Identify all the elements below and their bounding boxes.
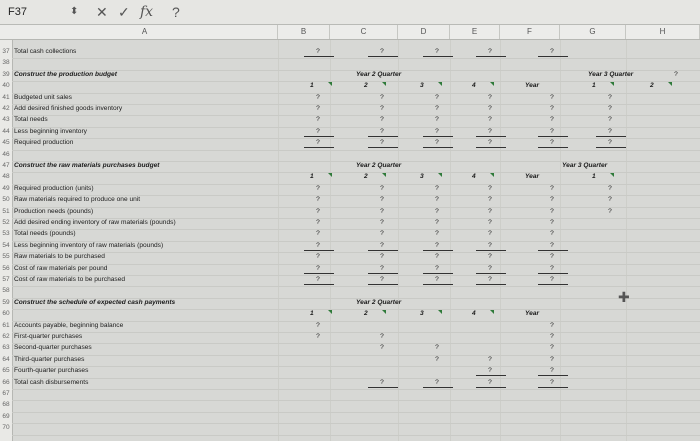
cell-value[interactable]: ? bbox=[380, 93, 384, 101]
row-label[interactable]: Production needs (pounds) bbox=[14, 207, 94, 215]
column-header-h[interactable]: H bbox=[626, 25, 700, 39]
table-row[interactable] bbox=[0, 139, 700, 147]
cell-value[interactable]: ? bbox=[488, 48, 492, 55]
cell-cursor-icon: ✚ bbox=[618, 289, 630, 305]
quarter-number-y3q1: 1 bbox=[592, 173, 596, 181]
row-number[interactable]: 40 bbox=[2, 82, 10, 90]
total-underline bbox=[476, 273, 506, 274]
row-number[interactable]: 45 bbox=[2, 139, 10, 147]
cell-value[interactable]: ? bbox=[550, 355, 554, 363]
cell-value[interactable]: ? bbox=[435, 344, 439, 352]
total-underline bbox=[368, 136, 398, 137]
gridline bbox=[12, 435, 700, 436]
formula-input[interactable]: ? bbox=[172, 4, 180, 20]
row-number[interactable]: 37 bbox=[2, 48, 10, 55]
column-header-c[interactable]: C bbox=[330, 25, 398, 39]
cell-value[interactable]: ? bbox=[608, 196, 612, 204]
cell-value[interactable]: ? bbox=[550, 127, 554, 135]
cell-value[interactable]: ? bbox=[488, 276, 492, 283]
row-number[interactable]: 48 bbox=[2, 173, 10, 181]
row-label[interactable]: Total cash disbursements bbox=[14, 378, 89, 386]
total-underline bbox=[596, 136, 626, 137]
total-underline bbox=[368, 147, 398, 148]
table-row[interactable] bbox=[0, 356, 700, 364]
cell-value[interactable]: ? bbox=[550, 48, 554, 55]
cell-value[interactable]: ? bbox=[550, 333, 554, 340]
total-underline bbox=[368, 387, 398, 388]
cell-value[interactable]: ? bbox=[550, 230, 554, 238]
table-row[interactable] bbox=[0, 48, 700, 56]
row-number[interactable]: 59 bbox=[2, 298, 10, 306]
cell-value[interactable]: ? bbox=[435, 196, 439, 204]
row-number[interactable]: 63 bbox=[2, 344, 10, 352]
cell-value[interactable]: ? bbox=[550, 184, 554, 192]
cell-value[interactable]: ? bbox=[550, 264, 554, 272]
cell-value[interactable]: ? bbox=[488, 196, 492, 204]
cell-value[interactable]: ? bbox=[316, 333, 320, 340]
quarter-number-year: Year bbox=[525, 173, 540, 181]
table-row[interactable] bbox=[0, 71, 700, 79]
row-number[interactable]: 53 bbox=[2, 230, 10, 238]
cell-value[interactable]: ? bbox=[380, 253, 384, 261]
row-number[interactable]: 55 bbox=[2, 253, 10, 261]
cell-value[interactable]: ? bbox=[608, 127, 612, 135]
row-label[interactable]: Cost of raw materials per pound bbox=[14, 264, 108, 272]
total-underline bbox=[476, 250, 506, 251]
row-number[interactable]: 41 bbox=[2, 93, 10, 101]
quarter-number-year: Year bbox=[525, 82, 540, 90]
table-row[interactable] bbox=[0, 390, 700, 398]
error-indicator-icon bbox=[382, 173, 386, 177]
table-row[interactable] bbox=[0, 151, 700, 159]
total-underline bbox=[423, 284, 453, 285]
name-box[interactable]: F37 bbox=[8, 6, 27, 18]
quarter-number-q1: 1 bbox=[310, 82, 314, 90]
row-number[interactable]: 68 bbox=[2, 401, 10, 409]
table-row[interactable] bbox=[0, 105, 700, 113]
row-number[interactable]: 42 bbox=[2, 105, 10, 112]
cell-value[interactable]: ? bbox=[550, 116, 554, 124]
cell-value[interactable]: ? bbox=[316, 276, 320, 283]
table-row[interactable] bbox=[0, 116, 700, 124]
row-label[interactable]: Required production bbox=[14, 139, 74, 147]
cancel-icon[interactable]: ✕ bbox=[96, 4, 108, 20]
error-indicator-icon bbox=[328, 82, 332, 86]
cell-value[interactable]: ? bbox=[316, 105, 320, 112]
cell-value[interactable]: ? bbox=[380, 48, 384, 55]
row-label[interactable]: Budgeted unit sales bbox=[14, 93, 72, 101]
table-row[interactable] bbox=[0, 208, 700, 216]
table-row[interactable] bbox=[0, 413, 700, 421]
error-indicator-icon bbox=[438, 310, 442, 314]
table-row[interactable] bbox=[0, 344, 700, 352]
column-header-f[interactable]: F bbox=[500, 25, 560, 39]
cell-value[interactable]: ? bbox=[316, 253, 320, 261]
row-number[interactable]: 47 bbox=[2, 162, 10, 169]
table-row[interactable] bbox=[0, 185, 700, 193]
table-row[interactable] bbox=[0, 367, 700, 375]
total-underline bbox=[538, 250, 568, 251]
cell-value[interactable]: ? bbox=[435, 116, 439, 124]
quarter-number-year: Year bbox=[525, 310, 540, 318]
cell-value[interactable]: ? bbox=[550, 367, 554, 375]
table-row[interactable] bbox=[0, 276, 700, 284]
table-row[interactable] bbox=[0, 128, 700, 136]
quarter-number-q2: 2 bbox=[364, 173, 368, 181]
row-label[interactable]: Second-quarter purchases bbox=[14, 344, 92, 352]
quarter-number-q3: 3 bbox=[420, 82, 424, 90]
table-row[interactable] bbox=[0, 379, 700, 387]
total-underline bbox=[423, 387, 453, 388]
cell-value[interactable]: ? bbox=[550, 219, 554, 226]
total-underline bbox=[304, 147, 334, 148]
quarter-number-q1: 1 bbox=[310, 173, 314, 181]
cell-value[interactable]: ? bbox=[380, 378, 384, 386]
quarter-number-y3q1: 1 bbox=[592, 82, 596, 90]
table-row[interactable] bbox=[0, 287, 700, 295]
total-underline bbox=[538, 147, 568, 148]
error-indicator-icon bbox=[328, 310, 332, 314]
row-label[interactable]: Accounts payable, beginning balance bbox=[14, 321, 124, 329]
row-number[interactable]: 38 bbox=[2, 59, 10, 67]
cell-value[interactable]: ? bbox=[316, 48, 320, 55]
cell-value[interactable]: ? bbox=[380, 127, 384, 135]
cell-value[interactable]: ? bbox=[435, 207, 439, 215]
total-underline bbox=[304, 250, 334, 251]
cell-value[interactable]: ? bbox=[316, 241, 320, 249]
row-label[interactable]: Total needs (pounds) bbox=[14, 230, 76, 238]
stepper-icon[interactable]: ⬍ bbox=[70, 6, 79, 17]
cell-value[interactable]: ? bbox=[550, 241, 554, 249]
cell-value[interactable]: ? bbox=[550, 344, 554, 352]
cell-value[interactable]: ? bbox=[488, 184, 492, 192]
cell-value[interactable]: ? bbox=[380, 230, 384, 238]
row-number[interactable]: 51 bbox=[2, 207, 10, 215]
row-number[interactable]: 65 bbox=[2, 367, 10, 375]
error-indicator-icon bbox=[438, 173, 442, 177]
quarter-number-q1: 1 bbox=[310, 310, 314, 318]
row-number[interactable]: 50 bbox=[2, 196, 10, 204]
cell-value[interactable]: ? bbox=[380, 276, 384, 283]
quarter-number-q3: 3 bbox=[420, 310, 424, 318]
total-underline bbox=[476, 284, 506, 285]
cell-value[interactable]: ? bbox=[608, 184, 612, 192]
cell-value[interactable]: ? bbox=[550, 253, 554, 261]
error-indicator-icon bbox=[438, 82, 442, 86]
quarter-number-q2: 2 bbox=[364, 310, 368, 318]
row-number[interactable]: 64 bbox=[2, 355, 10, 363]
cell-value[interactable]: ? bbox=[550, 276, 554, 283]
cell-value[interactable]: ? bbox=[488, 230, 492, 238]
cell-value[interactable]: ? bbox=[550, 196, 554, 204]
cell-value[interactable]: ? bbox=[316, 127, 320, 135]
cell-value[interactable]: ? bbox=[435, 184, 439, 192]
section-heading[interactable]: Construct the production budget bbox=[14, 70, 117, 78]
row-label[interactable]: First-quarter purchases bbox=[14, 333, 83, 340]
table-row[interactable] bbox=[0, 162, 700, 170]
table-row[interactable] bbox=[0, 94, 700, 102]
row-number[interactable]: 44 bbox=[2, 127, 10, 135]
cell-value[interactable]: ? bbox=[380, 333, 384, 340]
table-row[interactable] bbox=[0, 230, 700, 238]
cell-value[interactable]: ? bbox=[488, 264, 492, 272]
total-underline bbox=[423, 56, 453, 57]
quarter-number-q4: 4 bbox=[472, 82, 476, 90]
table-row[interactable] bbox=[0, 82, 700, 90]
total-underline bbox=[368, 250, 398, 251]
row-label[interactable]: Cost of raw materials to be purchased bbox=[14, 276, 126, 283]
row-label[interactable]: Raw materials required to produce one unit bbox=[14, 196, 141, 204]
row-label[interactable]: Add desired finished goods inventory bbox=[14, 105, 123, 112]
row-number[interactable]: 61 bbox=[2, 321, 10, 329]
row-number[interactable]: 56 bbox=[2, 264, 10, 272]
cell-value[interactable]: ? bbox=[488, 207, 492, 215]
row-number[interactable]: 58 bbox=[2, 287, 10, 295]
cell-value[interactable]: ? bbox=[435, 276, 439, 283]
row-label[interactable]: Less beginning inventory of raw materials (pounds) bbox=[14, 241, 164, 249]
year2-quarter-header: Year 2 Quarter bbox=[356, 162, 402, 169]
cell-value[interactable]: ? bbox=[435, 48, 439, 55]
cell-value[interactable]: ? bbox=[316, 116, 320, 124]
row-label[interactable]: Total cash collections bbox=[14, 48, 77, 55]
row-label[interactable]: Fourth-quarter purchases bbox=[14, 367, 89, 375]
cell-value[interactable]: ? bbox=[488, 378, 492, 386]
error-indicator-icon bbox=[610, 82, 614, 86]
cell-value[interactable]: ? bbox=[380, 139, 384, 147]
cell-value[interactable]: ? bbox=[608, 116, 612, 124]
column-header-b[interactable]: B bbox=[278, 25, 330, 39]
enter-icon[interactable]: ✓ bbox=[118, 4, 130, 20]
cell-value[interactable]: ? bbox=[380, 184, 384, 192]
total-underline bbox=[368, 284, 398, 285]
cell-value[interactable]: ? bbox=[435, 230, 439, 238]
table-row[interactable] bbox=[0, 310, 700, 318]
cell-value[interactable]: ? bbox=[435, 253, 439, 261]
quarter-number-q4: 4 bbox=[472, 310, 476, 318]
cell-value[interactable]: ? bbox=[380, 116, 384, 124]
total-underline bbox=[304, 136, 334, 137]
row-label[interactable]: Raw materials to be purchased bbox=[14, 253, 105, 261]
column-header-d[interactable]: D bbox=[398, 25, 450, 39]
cell-value[interactable]: ? bbox=[435, 93, 439, 101]
cell-value[interactable]: ? bbox=[550, 207, 554, 215]
cell-value[interactable]: ? bbox=[316, 321, 320, 329]
cell-value[interactable]: ? bbox=[488, 105, 492, 112]
cell-value[interactable]: ? bbox=[435, 241, 439, 249]
cell-value[interactable]: ? bbox=[608, 139, 612, 147]
cell-value[interactable]: ? bbox=[435, 105, 439, 112]
formula-bar bbox=[0, 0, 700, 25]
cell-value[interactable]: ? bbox=[488, 93, 492, 101]
row-number[interactable]: 69 bbox=[2, 412, 10, 420]
total-underline bbox=[368, 56, 398, 57]
year2-quarter-header: Year 2 Quarter bbox=[356, 298, 402, 306]
total-underline bbox=[423, 136, 453, 137]
table-row[interactable] bbox=[0, 219, 700, 227]
cell-value[interactable]: ? bbox=[435, 264, 439, 272]
cell-value[interactable]: ? bbox=[435, 355, 439, 363]
row-number[interactable]: 70 bbox=[2, 424, 10, 432]
total-underline bbox=[476, 375, 506, 376]
column-header-e[interactable]: E bbox=[450, 25, 500, 39]
cell-value[interactable]: ? bbox=[488, 355, 492, 363]
cell-value[interactable]: ? bbox=[488, 241, 492, 249]
cell-value[interactable]: ? bbox=[316, 139, 320, 147]
quarter-number-q3: 3 bbox=[420, 173, 424, 181]
cell-value[interactable]: ? bbox=[488, 127, 492, 135]
cell-value[interactable]: ? bbox=[316, 184, 320, 192]
total-underline bbox=[538, 136, 568, 137]
row-number[interactable]: 46 bbox=[2, 150, 10, 158]
total-underline bbox=[476, 387, 506, 388]
cell-value[interactable]: ? bbox=[608, 207, 612, 215]
table-row[interactable] bbox=[0, 424, 700, 432]
cell-value[interactable]: ? bbox=[380, 207, 384, 215]
cell-value[interactable]: ? bbox=[488, 139, 492, 147]
cell-value[interactable]: ? bbox=[550, 321, 554, 329]
table-row[interactable] bbox=[0, 401, 700, 409]
table-row[interactable] bbox=[0, 299, 700, 307]
cell-value[interactable]: ? bbox=[316, 196, 320, 204]
total-underline bbox=[538, 284, 568, 285]
cell-value[interactable]: ? bbox=[550, 378, 554, 386]
total-underline bbox=[596, 147, 626, 148]
row-label[interactable]: Third-quarter purchases bbox=[14, 355, 85, 363]
error-indicator-icon bbox=[382, 310, 386, 314]
function-icon[interactable]: fx bbox=[140, 4, 154, 20]
cell-value[interactable]: ? bbox=[488, 253, 492, 261]
cell-value[interactable]: ? bbox=[550, 139, 554, 147]
cell-value[interactable]: ? bbox=[488, 219, 492, 226]
error-indicator-icon bbox=[610, 173, 614, 177]
cell-value[interactable]: ? bbox=[316, 207, 320, 215]
table-row[interactable] bbox=[0, 242, 700, 250]
total-underline bbox=[423, 273, 453, 274]
cell-value[interactable]: ? bbox=[674, 70, 678, 78]
row-number[interactable]: 39 bbox=[2, 70, 10, 78]
quarter-number-y3q2: 2 bbox=[650, 82, 654, 90]
total-underline bbox=[476, 56, 506, 57]
error-indicator-icon bbox=[382, 82, 386, 86]
error-indicator-icon bbox=[328, 173, 332, 177]
cell-value[interactable]: ? bbox=[435, 127, 439, 135]
row-number[interactable]: 52 bbox=[2, 219, 10, 226]
cell-value[interactable]: ? bbox=[380, 241, 384, 249]
column-headers bbox=[0, 25, 700, 40]
cell-value[interactable]: ? bbox=[380, 264, 384, 272]
table-row[interactable] bbox=[0, 253, 700, 261]
total-underline bbox=[476, 147, 506, 148]
row-number[interactable]: 66 bbox=[2, 378, 10, 386]
row-label[interactable]: Add desired ending inventory of raw materials (pounds) bbox=[14, 219, 176, 226]
row-number[interactable]: 57 bbox=[2, 276, 10, 283]
error-indicator-icon bbox=[490, 310, 494, 314]
cell-value[interactable]: ? bbox=[380, 196, 384, 204]
section-heading[interactable]: Construct the schedule of expected cash payments bbox=[14, 298, 176, 306]
cell-value[interactable]: ? bbox=[435, 139, 439, 147]
year3-quarter-header: Year 3 Quarter bbox=[588, 70, 634, 78]
error-indicator-icon bbox=[490, 173, 494, 177]
quarter-number-q2: 2 bbox=[364, 82, 368, 90]
total-underline bbox=[538, 56, 568, 57]
cell-value[interactable]: ? bbox=[380, 219, 384, 226]
total-underline bbox=[304, 284, 334, 285]
table-row[interactable] bbox=[0, 265, 700, 273]
row-label[interactable]: Less beginning inventory bbox=[14, 127, 87, 135]
year2-quarter-header: Year 2 Quarter bbox=[356, 70, 402, 78]
total-underline bbox=[368, 273, 398, 274]
row-number[interactable]: 67 bbox=[2, 390, 10, 397]
table-row[interactable] bbox=[0, 173, 700, 181]
total-underline bbox=[538, 273, 568, 274]
cell-value[interactable]: ? bbox=[380, 105, 384, 112]
row-number[interactable]: 60 bbox=[2, 310, 10, 318]
error-indicator-icon bbox=[668, 82, 672, 86]
table-row[interactable] bbox=[0, 333, 700, 341]
year3-quarter-header: Year 3 Quarter bbox=[562, 162, 608, 169]
table-row[interactable] bbox=[0, 59, 700, 67]
total-underline bbox=[304, 273, 334, 274]
cell-value[interactable]: ? bbox=[316, 93, 320, 101]
cell-value[interactable]: ? bbox=[435, 219, 439, 226]
cell-value[interactable]: ? bbox=[316, 219, 320, 226]
cell-value[interactable]: ? bbox=[550, 93, 554, 101]
row-label[interactable]: Required production (units) bbox=[14, 184, 94, 192]
total-underline bbox=[476, 136, 506, 137]
cell-value[interactable]: ? bbox=[608, 93, 612, 101]
table-row[interactable] bbox=[0, 196, 700, 204]
row-number[interactable]: 62 bbox=[2, 333, 10, 340]
cell-value[interactable]: ? bbox=[316, 264, 320, 272]
section-heading[interactable]: Construct the raw materials purchases budget bbox=[14, 162, 160, 169]
table-row[interactable] bbox=[0, 322, 700, 330]
quarter-number-q4: 4 bbox=[472, 173, 476, 181]
error-indicator-icon bbox=[490, 82, 494, 86]
column-header-g[interactable]: G bbox=[560, 25, 626, 39]
total-underline bbox=[423, 147, 453, 148]
total-underline bbox=[538, 375, 568, 376]
cell-value[interactable]: ? bbox=[435, 378, 439, 386]
cell-value[interactable]: ? bbox=[550, 105, 554, 112]
total-underline bbox=[423, 250, 453, 251]
cell-value[interactable]: ? bbox=[488, 116, 492, 124]
row-label[interactable]: Total needs bbox=[14, 116, 48, 124]
cell-value[interactable]: ? bbox=[608, 105, 612, 112]
cell-value[interactable]: ? bbox=[316, 230, 320, 238]
column-header-a[interactable]: A bbox=[12, 25, 278, 39]
total-underline bbox=[304, 56, 334, 57]
row-number[interactable]: 43 bbox=[2, 116, 10, 124]
row-number[interactable]: 54 bbox=[2, 241, 10, 249]
total-underline bbox=[538, 387, 568, 388]
cell-value[interactable]: ? bbox=[488, 367, 492, 375]
cell-value[interactable]: ? bbox=[380, 344, 384, 352]
row-number[interactable]: 49 bbox=[2, 184, 10, 192]
